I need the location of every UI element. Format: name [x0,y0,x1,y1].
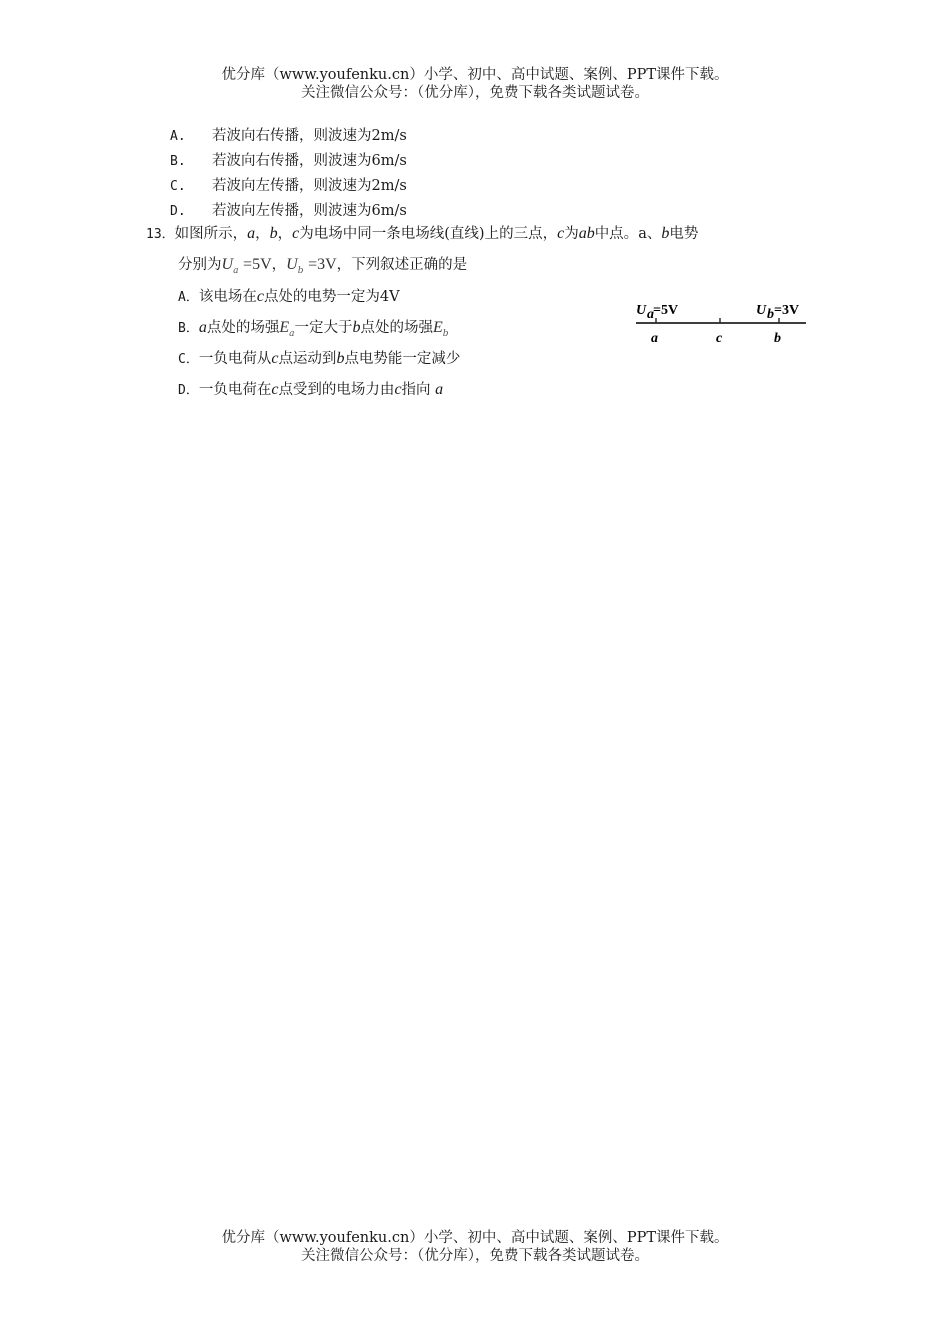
stem-text: a、 [638,226,662,242]
potential-value: =5V [243,256,272,273]
potential-subscript: b [297,266,304,276]
option-letter: D. [170,204,186,219]
var-b: b [336,350,345,367]
stem-text: ， [271,257,287,273]
footer-line-2: 关注微信公众号：（优分库），免费下载各类试题试卷。 [301,1248,649,1264]
option-text: 若波向右传播，则波速为2m/s [212,128,407,144]
header-line-1: 优分库（www.youfenku.cn）小学、初中、高中试题、案例、PPT课件下载。 [221,67,729,83]
header-line-2: 关注微信公众号：（优分库），免费下载各类试题试卷。 [301,85,649,101]
prev-option-c [170,176,407,197]
ub-value: =3V [774,303,800,318]
option-text: 若波向右传播，则波速为6m/s [212,153,407,169]
var-c: c [271,350,279,367]
var-a: a [198,319,207,336]
var-a: a [435,381,444,398]
option-text: 点电势能一定减少 [344,351,461,367]
var-a: a [247,225,256,242]
stem-text: 为 [564,226,579,242]
question-number: 13． [146,227,175,242]
stem-text: 为电场中同一条电场线(直线)上的三点， [299,226,558,242]
ua-subscript: a [647,307,654,322]
option-text: 点受到的电场力由 [278,382,395,398]
option-letter: A. [170,129,186,144]
option-text: 点运动到 [278,351,337,367]
page-footer [0,1229,950,1265]
option-letter: A． [178,290,199,305]
page-header [0,66,950,102]
prev-option-a [170,126,407,147]
option-text: 点处的场强 [360,320,433,336]
var-b: b [352,319,361,336]
option-letter: C. [170,179,186,194]
stem-text: 电势 [669,226,699,242]
var-c: c [256,288,264,305]
potential-value: =3V [308,256,337,273]
option-letter: D． [178,383,199,398]
var-b: b [269,225,278,242]
ua-label: U [636,303,647,318]
q13-stem-line-2 [178,255,467,281]
prev-option-b [170,151,407,172]
potential-subscript: a [233,266,239,276]
ub-label: U [756,303,767,318]
var-ab: ab [578,225,595,242]
var-c: c [292,225,300,242]
var-c: c [557,225,565,242]
point-b-label: b [774,331,781,346]
field-subscript: b [442,329,449,339]
field-symbol: E [279,319,290,336]
q13-option-c [178,349,460,370]
option-text: 若波向左传播，则波速为6m/s [212,203,407,219]
option-letter: B. [170,154,186,169]
field-line-svg [634,298,809,348]
field-subscript: a [289,329,295,339]
stem-text: 分别为 [178,257,222,273]
stem-text: 中点。 [594,226,639,242]
option-text: 点处的电势一定为4V [263,289,400,305]
ua-value: =5V [653,303,679,318]
option-letter: C． [178,352,199,367]
prev-option-d [170,201,407,222]
field-line-figure [634,298,809,348]
field-symbol: E [432,319,443,336]
footer-line-1: 优分库（www.youfenku.cn）小学、初中、高中试题、案例、PPT课件下载。 [221,1230,729,1246]
option-text: 若波向左传播，则波速为2m/s [212,178,407,194]
stem-text: 如图所示， [174,226,248,242]
potential-symbol: U [286,256,298,273]
q13-option-a [178,287,400,308]
point-c-label: c [716,331,723,346]
q13-stem-line-1: 13．如图所示，a，b，c为电场中同一条电场线(直线)上的三点，c为ab中点。a、b电势 [146,225,699,242]
option-text: 一负电荷从 [198,351,272,367]
var-b: b [661,225,670,242]
option-letter: B． [178,321,199,336]
q13-option-d [178,380,443,401]
var-c: c [394,381,402,398]
option-text: 一负电荷在 [198,382,272,398]
option-text: 该电场在 [198,289,257,305]
q13-option-b [178,318,449,344]
ub-subscript: b [767,307,774,322]
stem-text: ，下列叙述正确的是 [336,257,468,273]
option-text: 指向 [401,382,431,398]
point-a-label: a [651,331,658,346]
potential-symbol: U [221,256,234,273]
var-c: c [271,381,279,398]
option-text: 一定大于 [294,320,353,336]
option-text: 点处的场强 [206,320,280,336]
